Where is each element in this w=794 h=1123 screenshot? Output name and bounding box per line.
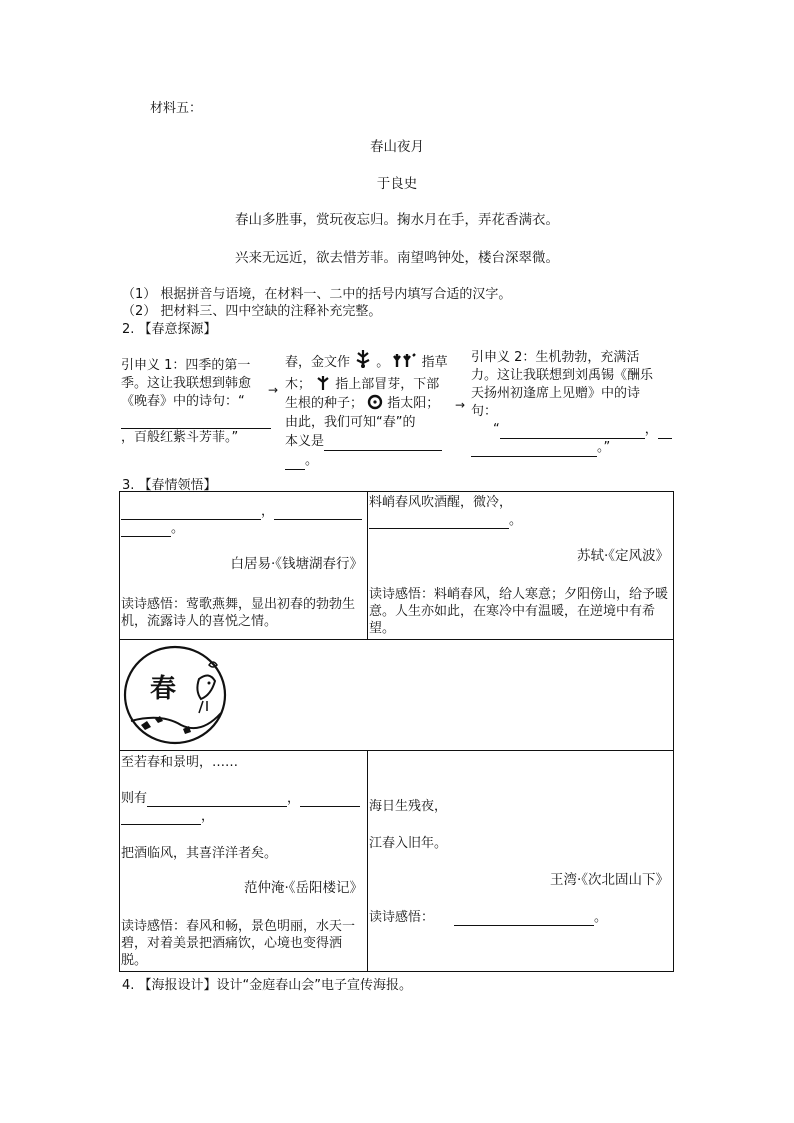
cell-text: ，	[261, 504, 275, 519]
question-2: （2） 把材料三、四中空缺的注释补充完整。	[122, 304, 382, 319]
material-label: 材料五：	[150, 101, 203, 116]
origin-mid-text: 本义是	[285, 434, 325, 449]
cell-1-feel: 读诗感悟：莺歌燕舞，显出初春的勃勃生机，流露诗人的喜悦之情。	[121, 597, 356, 629]
answer-blank[interactable]	[658, 424, 672, 439]
answer-blank[interactable]	[121, 505, 261, 520]
answer-blank[interactable]	[454, 911, 594, 926]
cell-4-feel	[369, 909, 607, 926]
cell-4-line: 江春入旧年。	[369, 836, 448, 851]
origin-right-line: ，	[644, 422, 658, 437]
origin-right-line: “	[493, 422, 500, 437]
seal-character: 春	[150, 674, 177, 704]
cell-text: 。	[594, 910, 608, 925]
origin-left-line: ，百般红紫斗芳菲。”	[121, 430, 239, 445]
cell-text: ，	[201, 809, 215, 824]
cell-text: 则有	[121, 791, 148, 806]
arrow-right: →	[268, 383, 279, 397]
cell-3-line	[121, 808, 214, 825]
answer-blank[interactable]	[147, 792, 287, 807]
cell-3-source: 范仲淹·《岳阳楼记》	[243, 880, 363, 896]
answer-blank[interactable]	[324, 436, 442, 451]
origin-middle	[285, 348, 465, 470]
table-cell-4	[367, 750, 674, 972]
origin-right-line: 。”	[597, 440, 611, 455]
origin-left	[121, 357, 271, 447]
cell-4-line: 海日生残夜，	[369, 799, 448, 814]
poem-line-2: 兴来无远近，欲去惜芳菲。南望鸣钟处，楼台深翠微。	[235, 250, 559, 266]
question-1: （1） 根据拼音与语境，在材料一、二中的括号内填写合适的汉字。	[122, 287, 512, 302]
cell-2-line: 料峭春风吹酒醒，微冷，	[369, 495, 513, 510]
answer-blank[interactable]	[121, 810, 201, 825]
origin-right-line: 天扬州初逢席上见赠》中的诗	[471, 386, 641, 401]
origin-mid-text: 由此，我们可知“春”的	[285, 415, 416, 430]
answer-blank[interactable]	[285, 455, 305, 470]
cell-3-line: 至若春和景明，……	[121, 755, 239, 770]
cell-2-feel: 读诗感悟：料峭春风，给人寒意；夕阳傍山，给予暖意。人生亦如此，在寒冷中有温暖，在逆境中有希望。	[369, 587, 669, 636]
answer-blank[interactable]	[121, 414, 271, 429]
poem-line-1: 春山多胜事，赏玩夜忘归。掬水月在手，弄花香满衣。	[235, 212, 559, 228]
origin-mid-text: 。	[305, 453, 319, 468]
origin-right-line: 句：	[471, 404, 498, 419]
cell-3-line: 把酒临风，其喜洋洋者矣。	[121, 846, 278, 861]
answer-blank[interactable]	[471, 442, 597, 457]
origin-left-line: 《晚春》中的诗句：“	[121, 394, 245, 409]
origin-right-line: 引申义 2：生机勃勃，充满活	[471, 350, 640, 365]
answer-blank[interactable]	[369, 514, 509, 529]
origin-left-line: 季。这让我联想到韩愈	[121, 376, 252, 391]
cell-1-source: 白居易·《钱塘湖春行》	[230, 556, 363, 572]
cell-text: ，	[287, 791, 301, 806]
bronze-chun-glyph-icon	[354, 348, 372, 370]
cell-text: 读诗感悟：	[369, 910, 435, 925]
cell-text: 。	[171, 521, 185, 536]
sprout-glyph-icon	[315, 372, 331, 392]
section-2-heading: 2. 【春意探源】	[122, 322, 217, 337]
poem-author: 于良史	[376, 176, 418, 192]
answer-blank[interactable]	[274, 505, 362, 520]
origin-mid-text: 木；	[285, 377, 312, 392]
origin-mid-text: 指太阳；	[387, 396, 440, 411]
origin-mid-text: 生根的种子；	[285, 396, 364, 411]
cell-text: 。	[509, 513, 523, 528]
answer-blank[interactable]	[300, 792, 360, 807]
cell-3-line	[121, 790, 367, 807]
origin-right	[471, 349, 676, 457]
origin-mid-text: 指草	[421, 355, 448, 370]
origin-mid-text: 春，金文作	[285, 355, 351, 370]
sun-glyph-icon	[367, 394, 383, 410]
answer-blank[interactable]	[500, 424, 645, 439]
origin-right-line: 力。这让我联想到刘禹锡《酬乐	[471, 368, 654, 383]
poem-title: 春山夜月	[370, 139, 424, 155]
cell-1-lines	[121, 503, 367, 537]
section-4-heading: 4. 【海报设计】设计“金庭春山会”电子宣传海报。	[122, 978, 413, 993]
arrow-right: →	[455, 398, 466, 412]
origin-mid-text: 指上部冒芽，下部	[335, 377, 440, 392]
cell-4-source: 王湾·《次北固山下》	[549, 872, 669, 888]
grass-glyph-icon	[393, 351, 417, 369]
origin-mid-text: 。	[376, 355, 390, 370]
cell-3-feel: 读诗感悟：春风和畅，景色明丽，水天一碧，对着美景把酒痛饮，心境也变得洒脱。	[121, 919, 356, 968]
section-3-heading: 3. 【春情领悟】	[122, 478, 217, 493]
cell-2-blank	[369, 512, 522, 529]
origin-left-line: 引申义 1：四季的第一	[121, 358, 251, 373]
answer-blank[interactable]	[121, 522, 171, 537]
cell-2-source: 苏轼·《定风波》	[576, 548, 669, 564]
